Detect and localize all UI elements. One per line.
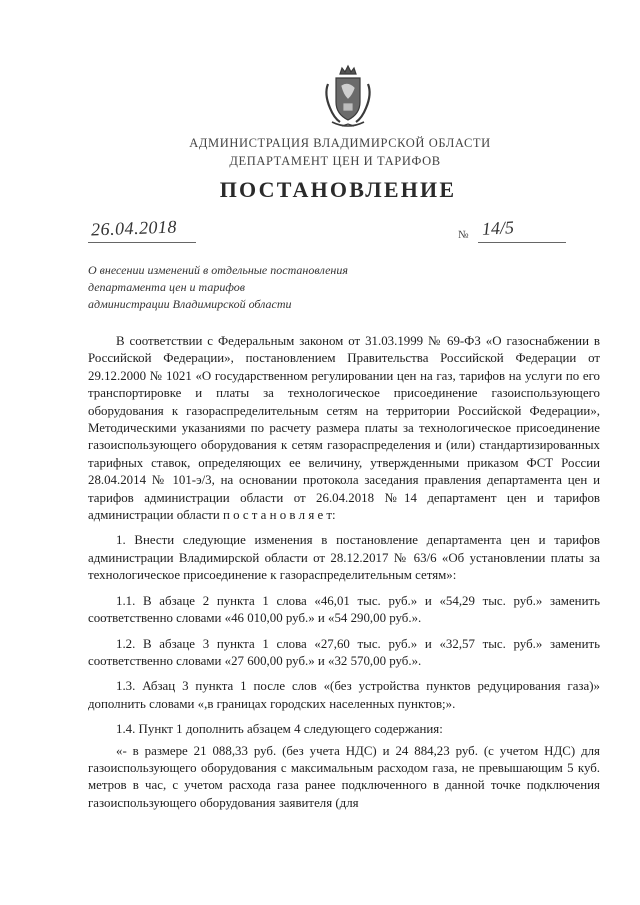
number-underline [478,242,566,243]
document-number: 14/5 [481,217,515,239]
quoted-paragraph: «- в размере 21 088,33 руб. (без учета НДС) и 24 884,23 руб. (с учетом НДС) для газоиспользующего оборудования с максимальным расходом газа, не превышающим 5 куб. метров в час, с учетом расхода газа ранее подключенного в данной точке подключения газоиспользующего оборудования заявителя (для [88,743,600,810]
subject-line: О внесении изменений в отдельные постановления [88,263,348,277]
coat-of-arms-icon [322,64,374,130]
intro-paragraph: В соответствии с Федеральным законом от 31.03.1999 № 69-ФЗ «О газоснабжении в Российской Федерации», постановлением Правительства Российской Федерации от 29.12.2000 № 1021 «О государственном регулировании цен на газ, тарифов на услуги по его транспортировке и платы за технологическое присоединение газоиспользующего оборудования к газораспределительным сетям на территории Российской Федерации», Методическими указаниями по расчету размера платы за технологическое присоединение газоиспользующего оборудования к сетям газораспределения и (или) стандартизированных тарифных ставок, определяющих ее величину, утвержденными приказом ФСТ России 28.04.2014 № 101-э/3, на основании протокола заседания правления департамента цен и тарифов администрации области от 26.04.2018 №14 департамент цен и тарифов администрации области п о с т а н о в л я е т: [88,334,600,523]
subject-line: департамента цен и тарифов [88,280,245,294]
item-1-2-paragraph: 1.2. В абзаце 3 пункта 1 слова «27,60 тыс. руб.» и «32,57 тыс. руб.» заменить соответственно словами «27 600,00 руб.» и «32 570,00 руб.». [88,636,600,668]
number-label: № [458,229,469,241]
document-date: 26.04.2018 [90,216,178,240]
item-1-4-paragraph: 1.4. Пункт 1 дополнить абзацем 4 следующего содержания: [116,722,443,737]
subject-line: администрации Владимирской области [88,297,292,311]
item-1-paragraph: 1. Внести следующие изменения в постановление департамента цен и тарифов администрации Владимирской области от 28.12.2017 № 63/6 «Об установлении платы за технологическое присоединение к газораспределительным сетям»: [88,533,600,583]
document-title: ПОСТАНОВЛЕНИЕ [219,177,457,202]
date-underline [88,242,196,243]
document-subject [88,262,418,313]
document-body [88,333,600,812]
department-name: ДЕПАРТАМЕНТ ЦЕН И ТАРИФОВ [229,154,441,168]
item-1-1-paragraph: 1.1. В абзаце 2 пункта 1 слова «46,01 тыс. руб.» и «54,29 тыс. руб.» заменить соответственно словами «46 010,00 руб.» и «54 290,00 руб.». [88,593,600,626]
item-1-3-paragraph: 1.3. Абзац 3 пункта 1 после слов «(без устройства пунктов редуцирования газа)» дополнить словами «,в границах городских населенных пунктов;». [88,679,600,711]
organization-name: АДМИНИСТРАЦИЯ ВЛАДИМИРСКОЙ ОБЛАСТИ [189,136,491,150]
